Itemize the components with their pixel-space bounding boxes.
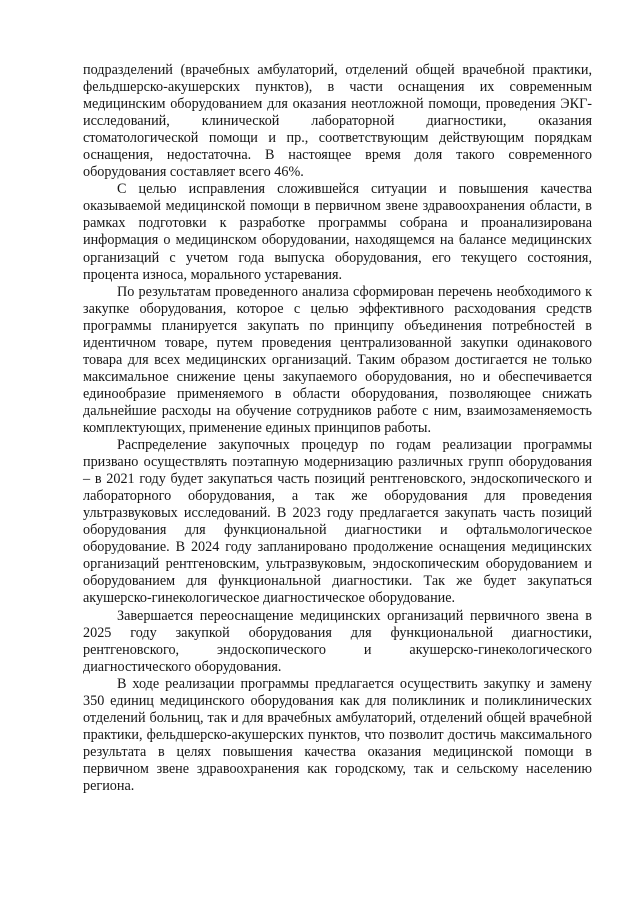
- paragraph-situation-fix: С целью исправления сложившейся ситуации и повышения качества оказываемой медицинской помощи в первичном звене здравоохранения области, в рамках подготовки к разработке программы собрана и проанализирована информация о медицинском оборудовании, находящемся на балансе медицинских организаций с учетом года выпуска оборудования, его текущего состояния, процента износа, морального устаревания.: [83, 181, 592, 283]
- paragraph-continuation: подразделений (врачебных амбулаторий, отделений общей врачебной практики, фельдшерско-акушерских пунктов), в части оснащения их современным медицинским оборудованием для оказания неотложной помощи, проведения ЭКГ-исследований, клинической лабораторной диагностики, оказания стоматологической помощи и пр., соответствующим действующим порядкам оснащения, недостаточна. В настоящее время доля такого современного оборудования составляет всего 46%.: [83, 62, 592, 181]
- paragraph-procurement-schedule: Распределение закупочных процедур по годам реализации программы призвано осуществлять поэтапную модернизацию различных групп оборудования – в 2021 году будет закупаться часть позиций рентгеновского, эндоскопического и лабораторного оборудования, а так же оборудования для проведения ультразвуковых исследований. В 2023 году предлагается закупать часть позиций оборудования для функциональной диагностики и офтальмологическое оборудование. В 2024 году запланировано продолжение оснащения медицинских организаций рентгеновским, ультразвуковым, эндоскопическим оборудованием и оборудованием для функциональной диагностики. Так же будет закупаться акушерско-гинекологическое диагностическое оборудование.: [83, 437, 592, 607]
- paragraph-analysis-results: По результатам проведенного анализа сформирован перечень необходимого к закупке оборудования, которое с целью эффективного расходования средств программы планируется закупать по принципу объединения потребностей в идентичном товаре, путем проведения централизованной закупки одинакового товара для всех медицинских организаций. Таким образом достигается не только максимальное снижение цены закупаемого оборудования, но и обеспечивается единообразие применяемого в области оборудования, позволяющее снижать дальнейшие расходы на обучение сотрудников работе с ним, взаимозаменяемость комплектующих, применение единых принципов работы.: [83, 283, 592, 436]
- paragraph-program-outcome: В ходе реализации программы предлагается осуществить закупку и замену 350 единиц медицинского оборудования как для поликлиник и поликлинических отделений больниц, так и для врачебных амбулаторий, отделений общей врачебной практики, фельдшерско-акушерских пунктов, что позволит достичь максимального результата в целях повышения качества оказания медицинской помощи в первичном звене здравоохранения как городскому, так и сельскому населению региона.: [83, 675, 592, 794]
- document-page: [83, 62, 592, 795]
- paragraph-completion-2025: Завершается переоснащение медицинских организаций первичного звена в 2025 году закупкой оборудования для функциональной диагностики, рентгеновского, эндоскопического и акушерско-гинекологического диагностического оборудования.: [83, 607, 592, 675]
